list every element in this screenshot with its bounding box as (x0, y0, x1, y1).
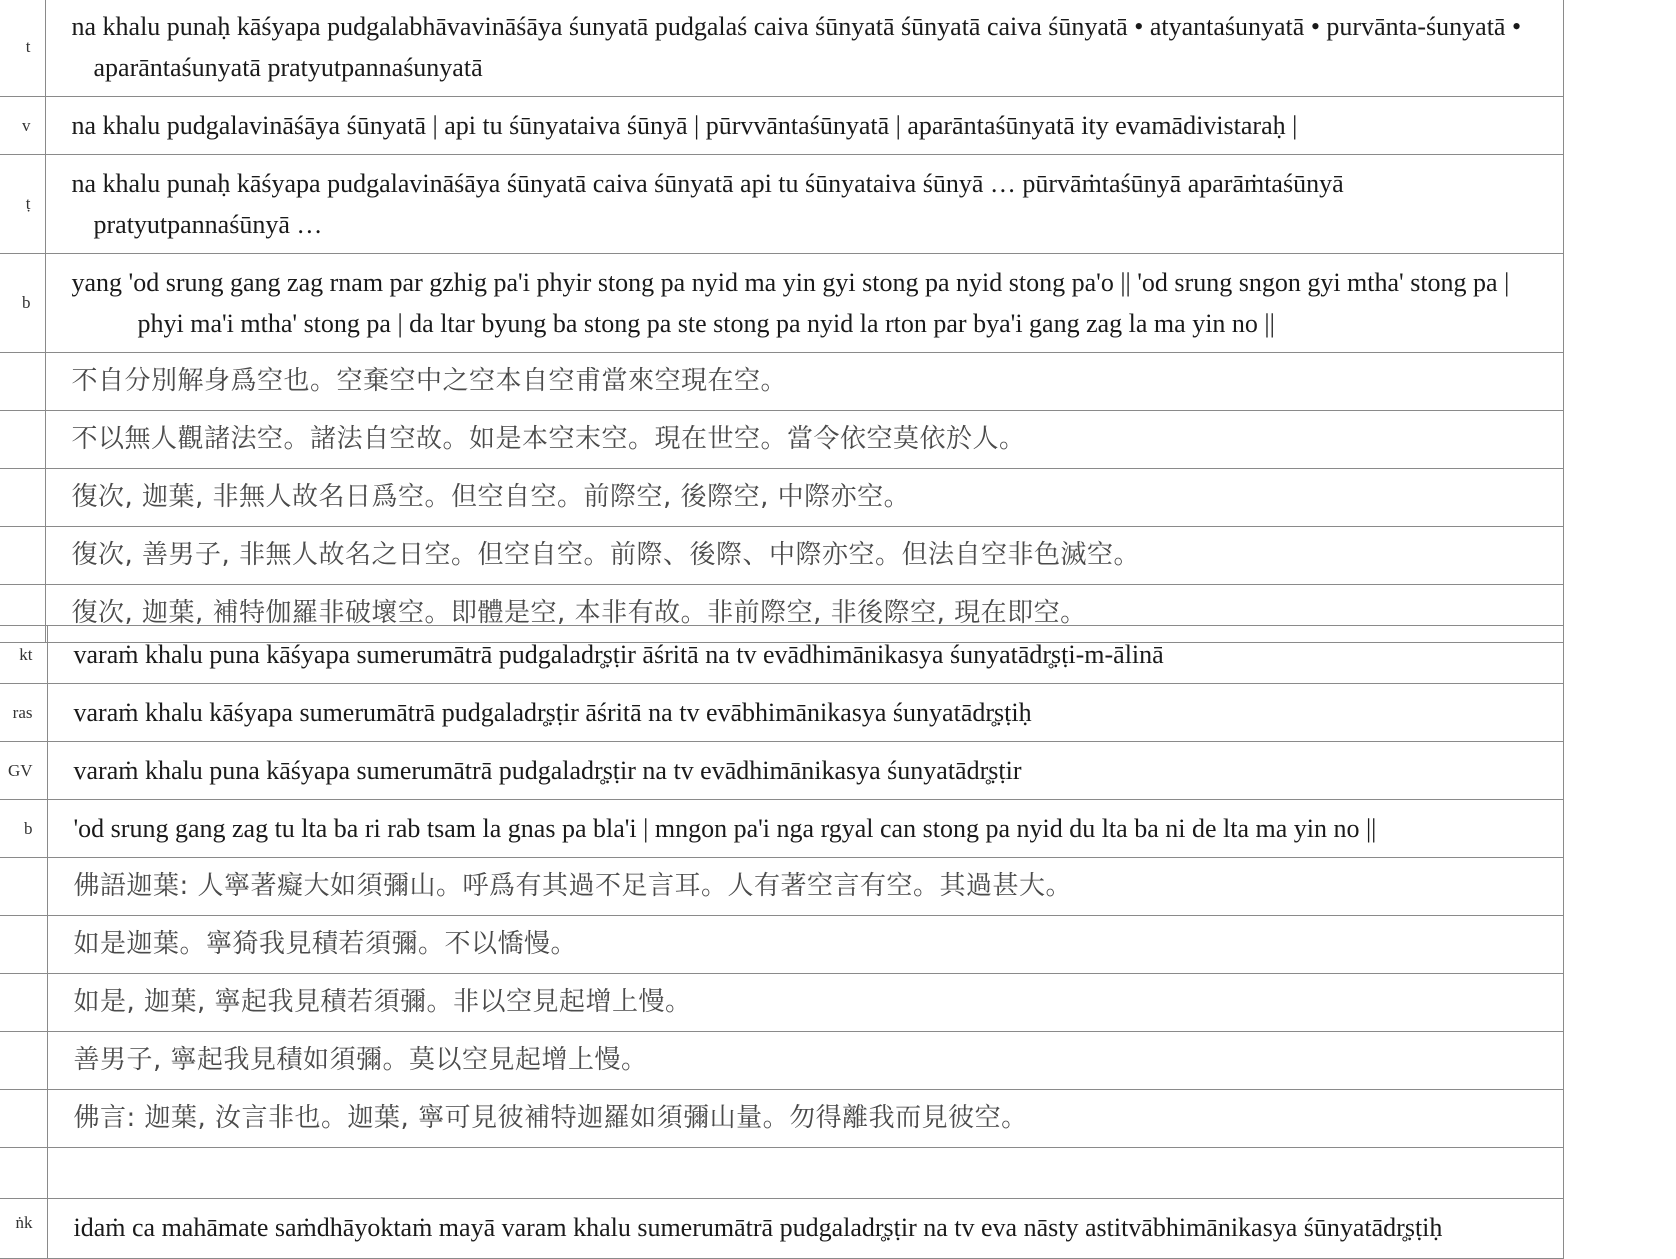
chinese-text-cell: 佛語迦葉: 人寧著癡大如須彌山。呼爲有其過不足言耳。人有著空言有空。其過甚大。 (47, 858, 1564, 916)
table-row (0, 742, 1564, 800)
chinese-text-cell: 如是迦葉。寧猗我見積若須彌。不以憍慢。 (47, 916, 1564, 974)
witness-label (0, 916, 47, 974)
table-row (0, 684, 1564, 742)
witness-label: ṅk (0, 1199, 47, 1259)
witness-label: b (0, 800, 47, 858)
witness-label: ṭ (0, 155, 45, 254)
chinese-text-cell: 如是, 迦葉, 寧起我見積若須彌。非以空見起增上慢。 (47, 974, 1564, 1032)
table-row (0, 155, 1564, 254)
table-row (0, 916, 1564, 974)
sanskrit-text-cell: varaṁ khalu puna kāśyapa sumerumātrā pudgaladr̥ṣṭir na tv evādhimānikasya śunyatādr̥ṣṭir (47, 742, 1564, 800)
sanskrit-text-cell: varaṁ khalu kāśyapa sumerumātrā pudgaladr̥ṣṭir āśritā na tv evābhimānikasya śunyatādr̥ṣṭiḥ (47, 684, 1564, 742)
chinese-text-cell: 復次, 迦葉, 非無人故名日爲空。但空自空。前際空, 後際空, 中際亦空。 (45, 469, 1564, 527)
witness-label: ras (0, 684, 47, 742)
tibetan-text-cell: 'od srung gang zag tu lta ba ri rab tsam la gnas pa bla'i | mngon pa'i nga rgyal can stong pa nyid du lta ba ni de lta ma yin no || (47, 800, 1564, 858)
witness-label: b (0, 254, 45, 353)
table-row (0, 97, 1564, 155)
witness-label (0, 527, 45, 585)
row-text: na khalu punaḥ kāśyapa pudgalavināśāya śūnyatā caiva śūnyatā api tu śūnyataiva śūnyā … pūrvāṁtaśūnyā aparāṁtaśūnyā pratyutpannaśūnyā … (71, 169, 1344, 239)
row-text: yang 'od srung gang zag rnam par gzhig pa'i phyir stong pa nyid ma yin gyi stong pa nyid stong pa'o || 'od srung sngon gyi mtha' stong pa | phyi ma'i mtha' stong pa | da ltar byung ba stong pa ste stong pa nyid la rton par bya'i gang zag la ma yin no || (71, 268, 1510, 338)
table-row (0, 1090, 1564, 1148)
sanskrit-text-cell (45, 97, 1564, 155)
witness-label (0, 353, 45, 411)
chinese-text-cell: 復次, 善男子, 非無人故名之日空。但空自空。前際、後際、中際亦空。但法自空非色滅空。 (45, 527, 1564, 585)
sanskrit-text-cell: varaṁ khalu puna kāśyapa sumerumātrā pudgaladr̥ṣṭir āśritā na tv evādhimānikasya śunyatādr̥ṣṭi-m-ālinā (47, 626, 1564, 684)
witness-label (0, 1148, 47, 1199)
table-row (0, 0, 1564, 97)
witness-label (0, 469, 45, 527)
table-row-empty (0, 1148, 1564, 1199)
witness-label: GV (0, 742, 47, 800)
chinese-text-cell: 佛言: 迦葉, 汝言非也。迦葉, 寧可見彼補特迦羅如須彌山量。勿得離我而見彼空。 (47, 1090, 1564, 1148)
table-row (0, 626, 1564, 684)
table-row (0, 411, 1564, 469)
sanskrit-text-cell: idaṁ ca mahāmate saṁdhāyoktaṁ mayā varam khalu sumerumātrā pudgaladr̥ṣṭir na tv eva nāsty astitvābhimānikasya śūnyatādr̥ṣṭiḥ (47, 1199, 1564, 1259)
chinese-text-cell: 復次, 迦葉, 補特伽羅非破壞空。即體是空, 本非有故。非前際空, 非後際空, 現在即空。 (45, 585, 1564, 643)
parallel-text-table-1 (0, 0, 1564, 643)
witness-label (0, 858, 47, 916)
tibetan-text-cell (45, 254, 1564, 353)
parallel-text-table-2 (0, 625, 1564, 1259)
table-row (0, 527, 1564, 585)
witness-label (0, 1032, 47, 1090)
chinese-text-cell: 不自分別解身爲空也。空棄空中之空本自空甫當來空現在空。 (45, 353, 1564, 411)
table-row (0, 353, 1564, 411)
table-row (0, 858, 1564, 916)
chinese-text-cell: 不以無人觀諸法空。諸法自空故。如是本空末空。現在世空。當令依空莫依於人。 (45, 411, 1564, 469)
table-row (0, 1032, 1564, 1090)
sanskrit-text-cell (45, 155, 1564, 254)
table-row (0, 974, 1564, 1032)
witness-label: t (0, 0, 45, 97)
witness-label (0, 1090, 47, 1148)
row-text: na khalu punaḥ kāśyapa pudgalabhāvavināśāya śunyatā pudgalaś caiva śūnyatā śūnyatā caiva śūnyatā • atyantaśunyatā • purvānta-śunyatā • aparāntaśunyatā pratyutpannaśunyatā (71, 12, 1522, 82)
witness-label: kt (0, 626, 47, 684)
row-text: na khalu pudgalavināśāya śūnyatā | api tu śūnyataiva śūnyā | pūrvvāntaśūnyatā | aparāntaśūnyatā ity evamādivistaraḥ | (71, 111, 1298, 140)
witness-label: v (0, 97, 45, 155)
witness-label (0, 974, 47, 1032)
chinese-text-cell: 善男子, 寧起我見積如須彌。莫以空見起增上慢。 (47, 1032, 1564, 1090)
sanskrit-text-cell (45, 0, 1564, 97)
table-row (0, 800, 1564, 858)
witness-label (0, 411, 45, 469)
empty-text-cell (47, 1148, 1564, 1199)
table-row (0, 254, 1564, 353)
table-row (0, 1199, 1564, 1259)
table-row (0, 469, 1564, 527)
